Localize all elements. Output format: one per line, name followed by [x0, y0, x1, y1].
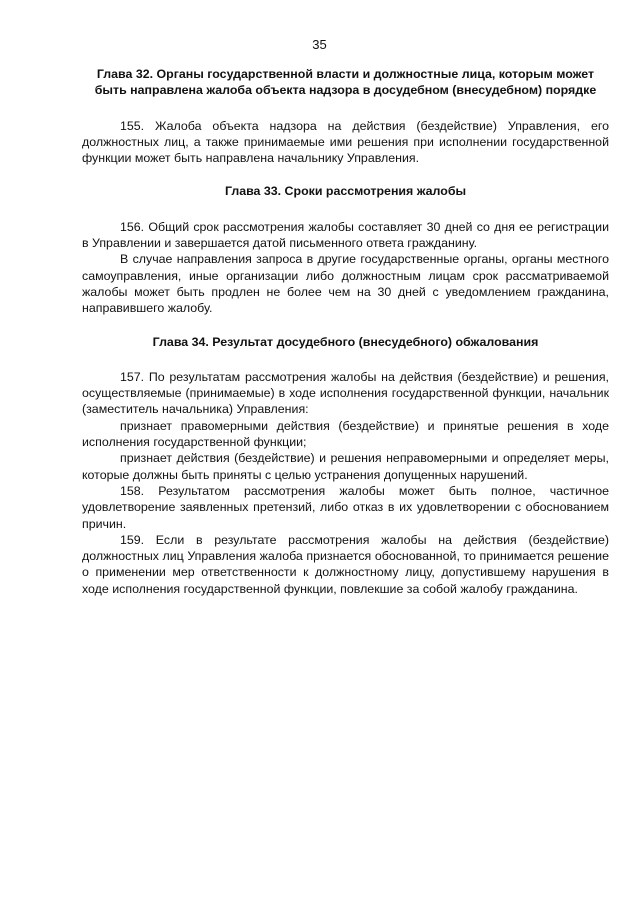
page-content — [82, 66, 609, 597]
paragraph-157-item-a: признает правомерными действия (бездействие) и принятые решения в ходе исполнения государственной функции; — [82, 418, 609, 450]
paragraph-157-item-b: признает действия (бездействие) и решения неправомерными и определяет меры, которые должны быть приняты с целью устранения допущенных нарушений. — [82, 451, 609, 482]
chapter-32-heading-line-1: Глава 32. Органы государственной власти и должностные лица, которым может — [96, 67, 595, 81]
chapter-34 — [82, 334, 609, 597]
paragraph-158: 158. Результатом рассмотрения жалобы может быть полное, частичное удовлетворение заявленных претензий, либо отказ в их удовлетворении с обоснованием причин. — [82, 483, 609, 531]
paragraph-156-continued: В случае направления запроса в другие государственные органы, органы местного самоуправления, иные организации либо должностным лицам срок рассматриваемой жалобы может быть продлен не более чем на 30 дней с уведомлением гражданина, направившего жалобу. — [82, 252, 609, 316]
paragraph-155: 155. Жалоба объекта надзора на действия (бездействие) Управления, его должностных лиц, а также принимаемые ими решения при исполнении государственной функции может быть направлена начальнику Управления. — [82, 118, 609, 166]
chapter-32 — [82, 66, 609, 166]
paragraph-159: 159. Если в результате рассмотрения жалобы на действия (бездействие) должностных лиц Управления жалоба признается обоснованной, то принимается решение о применении мер ответственности к должностному лицу, допустившему нарушения в ходе исполнения государственной функции, повлекшие за собой жалобу гражданина. — [82, 532, 609, 596]
page-number: 35 — [312, 37, 327, 52]
chapter-33-heading: Глава 33. Сроки рассмотрения жалобы — [224, 184, 467, 199]
chapter-33 — [82, 183, 609, 316]
paragraph-156: 156. Общий срок рассмотрения жалобы составляет 30 дней со дня ее регистрации в Управлении и завершается датой письменного ответа гражданину. — [82, 219, 609, 251]
paragraph-157: 157. По результатам рассмотрения жалобы на действия (бездействие) и решения, осуществляемые (принимаемые) в ходе исполнения государственной функции, начальник (заместитель начальника) Управления: — [82, 369, 609, 417]
chapter-32-heading-line-2: быть направлена жалоба объекта надзора в досудебном (внесудебном) порядке — [94, 83, 597, 98]
chapter-34-heading: Глава 34. Результат досудебного (внесудебного) обжалования — [152, 334, 539, 349]
